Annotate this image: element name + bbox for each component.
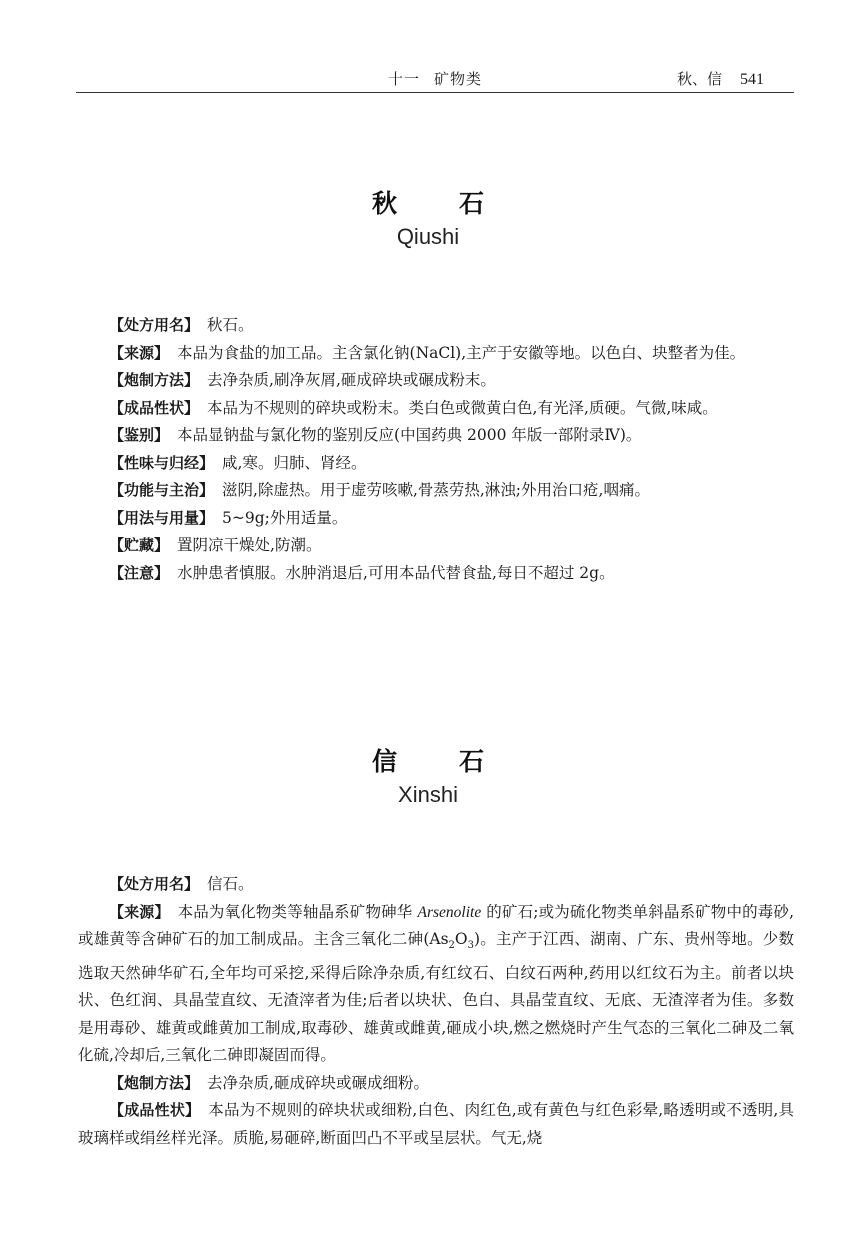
entry-body-qiushi bbox=[78, 312, 794, 587]
field-processing: 【炮制方法】 去净杂质,砸成碎块或碾成细粉。 bbox=[109, 1073, 429, 1092]
field-caution: 【注意】 水肿患者慎服。水肿消退后,可用本品代替食盐,每日不超过 2g。 bbox=[109, 563, 615, 582]
field-storage: 【贮藏】 置阴凉干燥处,防潮。 bbox=[109, 536, 322, 554]
title-char: 秋 bbox=[371, 189, 397, 218]
title-char: 信 bbox=[371, 747, 397, 776]
entries-on-page: 秋、信 bbox=[676, 70, 722, 88]
chapter-title: 矿物类 bbox=[434, 70, 483, 88]
field-prescription-name: 【处方用名】 秋石。 bbox=[109, 316, 254, 334]
title-char: 石 bbox=[459, 189, 485, 218]
chemical-formula: $As_2O_3$ bbox=[429, 930, 474, 952]
latin-mineral-name: Arsenolite bbox=[417, 903, 482, 921]
page-entries-and-number bbox=[677, 68, 764, 89]
field-processing: 【炮制方法】 去净杂质,刷净灰屑,砸成碎块或碾成粉末。 bbox=[109, 371, 496, 389]
chapter-heading bbox=[388, 68, 482, 89]
field-source: 【来源】 本品为氧化物类等轴晶系矿物砷华 Arsenolite 的矿石;或为硫化物类单斜晶系矿物中的毒砂,或雄黄等含砷矿石的加工制成品。主含三氧化二砷$(As_2O_3)$。主产于江西、湖南、广东、贵州等地。少数选取天然砷华矿石,全年均可采挖,采得后除净杂质,有红纹石、白纹石两种,药用以红纹石为主。前者以块状、色红润、具晶莹直纹、无渣滓者为佳;后者以块状、色白、具晶莹直纹、无底、无渣滓者为佳。多数是用毒砂、雄黄或雌黄加工制成,取毒砂、雄黄或雌黄,砸成小块,燃之燃烧时产生气态的三氧化二砷及二氧化硫,冷却后,三氧化二砷即凝固而得。 bbox=[78, 902, 794, 1065]
chapter-number: 十一 bbox=[388, 70, 421, 88]
field-characteristics: 【成品性状】 本品为不规则的碎块状或细粉,白色、肉红色,或有黄色与红色彩晕,略透明或不透明,具玻璃样或绢丝样光泽。质脆,易砸碎,断面凹凸不平或呈层状。气无,烧 bbox=[78, 1101, 794, 1147]
field-identification: 【鉴别】 本品显钠盐与氯化物的鉴别反应(中国药典 2000 年版一部附录Ⅳ)。 bbox=[109, 426, 642, 444]
entry-pinyin-qiushi: Qiushi bbox=[396, 224, 460, 249]
entry-pinyin-xinshi: Xinshi bbox=[398, 782, 458, 807]
field-dosage: 【用法与用量】 5~9g;外用适量。 bbox=[109, 508, 348, 527]
field-source: 【来源】 本品为食盐的加工品。主含氯化钠(NaCl),主产于安徽等地。以色白、块整者为佳。 bbox=[109, 343, 746, 362]
entry-title-xinshi bbox=[0, 742, 856, 778]
title-char: 石 bbox=[459, 747, 485, 776]
page-number: 541 bbox=[740, 71, 764, 88]
field-prescription-name: 【处方用名】 信石。 bbox=[109, 875, 254, 893]
field-functions: 【功能与主治】 滋阴,除虚热。用于虚劳咳嗽,骨蒸劳热,淋浊;外用治口疮,咽痛。 bbox=[109, 481, 650, 499]
entry-title-qiushi bbox=[0, 184, 856, 220]
field-characteristics: 【成品性状】 本品为不规则的碎块或粉末。类白色或微黄白色,有光泽,质硬。气微,味咸。 bbox=[109, 398, 718, 417]
entry-body-xinshi bbox=[78, 871, 794, 1152]
field-nature-meridian: 【性味与归经】 咸,寒。归肺、肾经。 bbox=[109, 453, 367, 472]
running-header bbox=[76, 62, 794, 93]
